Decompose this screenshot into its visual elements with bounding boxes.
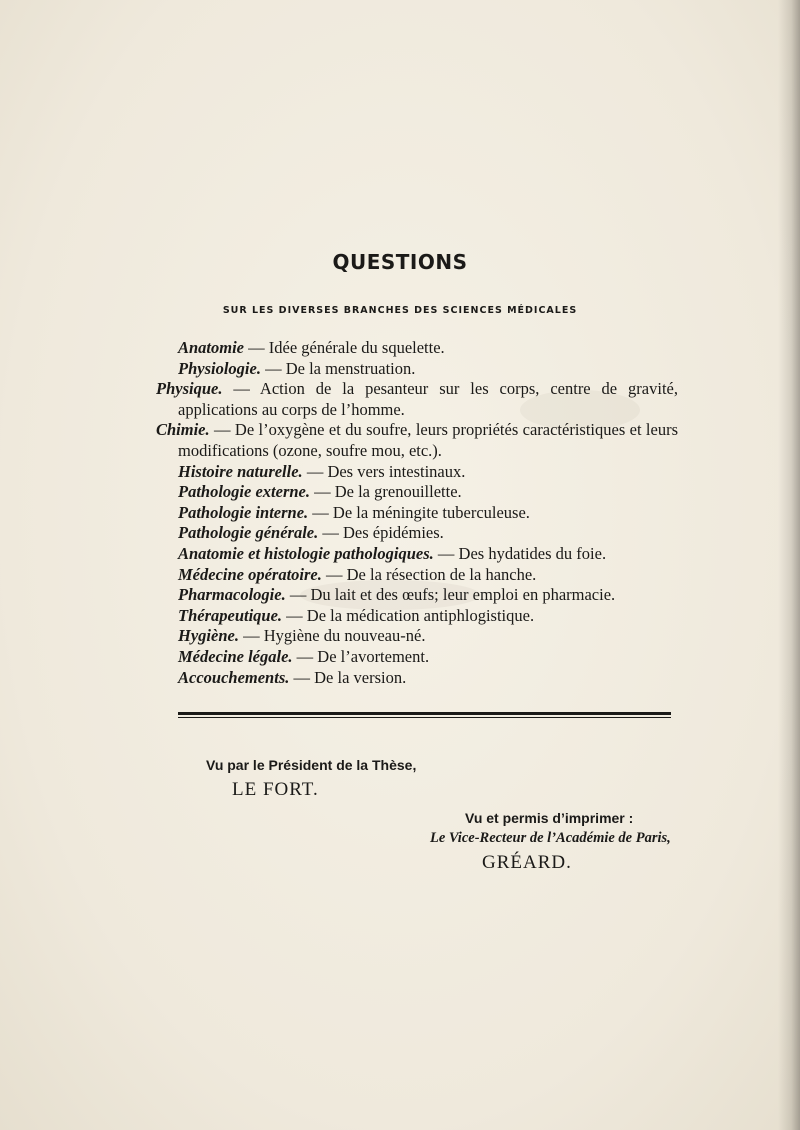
question-subject: Thérapeutique. (178, 605, 283, 625)
page-edge-shadow (778, 0, 800, 1130)
president-name: LE FORT. (232, 779, 319, 800)
question-text: — Des hydatides du foie. (433, 543, 607, 563)
page-subtitle: SUR LES DIVERSES BRANCHES DES SCIENCES MÉDICALES (222, 305, 578, 316)
question-item (178, 647, 678, 668)
question-subject: Anatomie (178, 338, 245, 357)
question-subject: Physique. (156, 379, 223, 399)
question-subject: Histoire naturelle. (178, 461, 303, 481)
question-item (178, 565, 678, 586)
question-text: — Hygiène du nouveau-né. (238, 626, 426, 646)
question-subject: Anatomie et histologie pathologiques. (178, 543, 434, 563)
question-text: — Action de la pesanteur sur les corps, centre de gravité, applications au corps de l’homme. (178, 379, 678, 419)
question-item (178, 626, 678, 647)
question-item (178, 482, 678, 503)
question-text: — De la méningite tuberculeuse. (308, 502, 530, 522)
question-text: — Des vers intestinaux. (302, 461, 466, 481)
question-subject: Pathologie externe. (178, 482, 310, 502)
page-title: QUESTIONS (332, 250, 468, 274)
question-item (178, 544, 678, 565)
question-text: — De l’avortement. (292, 646, 430, 666)
question-item (178, 503, 678, 524)
question-text: — Des épidémies. (318, 523, 444, 543)
divider-thick (178, 712, 671, 715)
question-text: — De la grenouillette. (309, 482, 462, 502)
question-item (178, 585, 678, 606)
question-text: — De la médication antiphlogistique. (282, 605, 535, 625)
question-subject: Pathologie générale. (178, 523, 319, 543)
question-text: — Idée générale du squelette. (244, 338, 445, 357)
question-item (178, 606, 678, 627)
question-text: — De la menstruation. (260, 358, 416, 378)
question-text: — De la version. (289, 667, 407, 687)
divider-thin (178, 717, 671, 718)
question-item (178, 523, 678, 544)
question-subject: Chimie. (156, 420, 210, 440)
question-subject: Physiologie. (178, 358, 261, 378)
question-item (156, 379, 678, 420)
question-text: — De l’oxygène et du soufre, leurs propriétés caractéristiques et leurs modifications (ozone, soufre mou, etc.). (178, 420, 678, 460)
question-item (178, 668, 678, 689)
question-subject: Hygiène. (178, 626, 239, 646)
question-subject: Médecine légale. (178, 646, 293, 666)
question-item (178, 338, 678, 359)
recteur-name: GRÉARD. (482, 852, 572, 873)
question-subject: Médecine opératoire. (178, 564, 322, 584)
question-item (178, 359, 678, 380)
question-subject: Accouchements. (178, 667, 290, 687)
print-permission-label: Vu et permis d’imprimer : (465, 810, 634, 826)
question-subject: Pathologie interne. (178, 502, 309, 522)
vice-recteur-title: Le Vice-Recteur de l’Académie de Paris, (430, 830, 671, 846)
question-text: — De la résection de la hanche. (321, 564, 537, 584)
questions-list (156, 338, 678, 688)
question-text: — Du lait et des œufs; leur emploi en pharmacie. (285, 585, 616, 605)
question-item (178, 462, 678, 483)
question-item (156, 420, 678, 461)
president-approval-label: Vu par le Président de la Thèse, (206, 757, 417, 773)
question-subject: Pharmacologie. (178, 585, 286, 605)
